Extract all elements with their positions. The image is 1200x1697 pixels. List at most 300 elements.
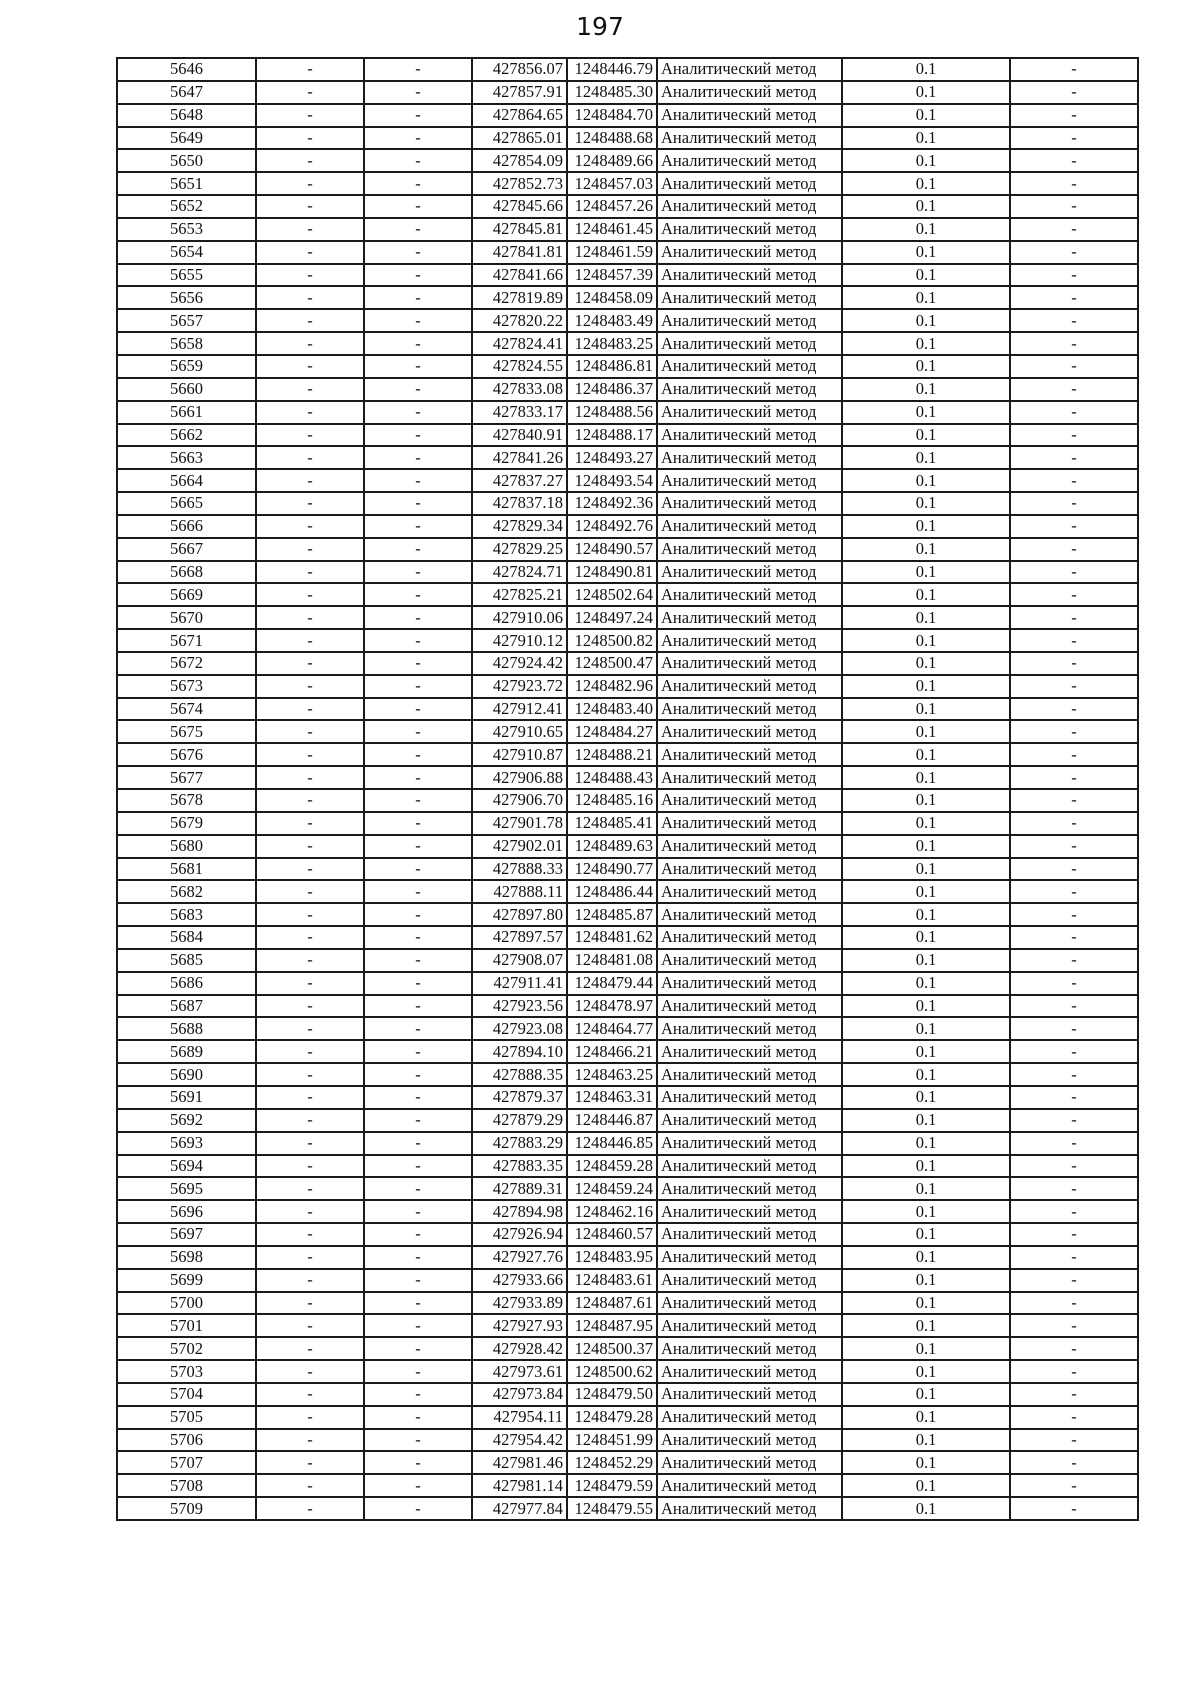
point-number-cell: 5655 (117, 264, 256, 287)
note-cell: - (1010, 469, 1138, 492)
table-row (117, 264, 1138, 287)
table-row (117, 766, 1138, 789)
y-coordinate-cell: 1248500.37 (567, 1337, 657, 1360)
empty-value-cell: - (256, 104, 364, 127)
y-coordinate-cell: 1248500.47 (567, 652, 657, 675)
note-cell: - (1010, 538, 1138, 561)
empty-value-cell: - (256, 652, 364, 675)
x-coordinate-cell: 427906.70 (472, 789, 567, 812)
empty-value-cell: - (364, 675, 472, 698)
y-coordinate-cell: 1248446.87 (567, 1109, 657, 1132)
point-number-cell: 5695 (117, 1177, 256, 1200)
x-coordinate-cell: 427833.17 (472, 401, 567, 424)
table-row (117, 1132, 1138, 1155)
empty-value-cell: - (256, 332, 364, 355)
note-cell: - (1010, 743, 1138, 766)
note-cell: - (1010, 812, 1138, 835)
x-coordinate-cell: 427889.31 (472, 1177, 567, 1200)
y-coordinate-cell: 1248490.57 (567, 538, 657, 561)
accuracy-cell: 0.1 (842, 1155, 1010, 1178)
note-cell: - (1010, 1200, 1138, 1223)
note-cell: - (1010, 1474, 1138, 1497)
point-number-cell: 5692 (117, 1109, 256, 1132)
accuracy-cell: 0.1 (842, 241, 1010, 264)
empty-value-cell: - (256, 446, 364, 469)
table-row (117, 1383, 1138, 1406)
note-cell: - (1010, 1383, 1138, 1406)
table-row (117, 1406, 1138, 1429)
point-number-cell: 5680 (117, 835, 256, 858)
empty-value-cell: - (256, 835, 364, 858)
empty-value-cell: - (364, 515, 472, 538)
point-number-cell: 5689 (117, 1040, 256, 1063)
y-coordinate-cell: 1248479.28 (567, 1406, 657, 1429)
accuracy-cell: 0.1 (842, 1177, 1010, 1200)
table-row (117, 286, 1138, 309)
x-coordinate-cell: 427933.66 (472, 1269, 567, 1292)
empty-value-cell: - (364, 766, 472, 789)
y-coordinate-cell: 1248451.99 (567, 1429, 657, 1452)
x-coordinate-cell: 427923.08 (472, 1017, 567, 1040)
method-cell: Аналитический метод (657, 424, 842, 447)
table-row (117, 469, 1138, 492)
point-number-cell: 5700 (117, 1292, 256, 1315)
note-cell: - (1010, 149, 1138, 172)
coordinates-table (116, 57, 1139, 1521)
note-cell: - (1010, 515, 1138, 538)
note-cell: - (1010, 58, 1138, 81)
empty-value-cell: - (256, 286, 364, 309)
empty-value-cell: - (256, 1177, 364, 1200)
note-cell: - (1010, 675, 1138, 698)
empty-value-cell: - (256, 1040, 364, 1063)
point-number-cell: 5688 (117, 1017, 256, 1040)
note-cell: - (1010, 104, 1138, 127)
point-number-cell: 5668 (117, 561, 256, 584)
x-coordinate-cell: 427879.37 (472, 1086, 567, 1109)
method-cell: Аналитический метод (657, 446, 842, 469)
table-row (117, 492, 1138, 515)
point-number-cell: 5679 (117, 812, 256, 835)
y-coordinate-cell: 1248488.17 (567, 424, 657, 447)
note-cell: - (1010, 1177, 1138, 1200)
method-cell: Аналитический метод (657, 743, 842, 766)
note-cell: - (1010, 401, 1138, 424)
accuracy-cell: 0.1 (842, 1269, 1010, 1292)
accuracy-cell: 0.1 (842, 995, 1010, 1018)
empty-value-cell: - (256, 972, 364, 995)
method-cell: Аналитический метод (657, 789, 842, 812)
x-coordinate-cell: 427954.42 (472, 1429, 567, 1452)
note-cell: - (1010, 378, 1138, 401)
point-number-cell: 5705 (117, 1406, 256, 1429)
table-row (117, 995, 1138, 1018)
point-number-cell: 5706 (117, 1429, 256, 1452)
table-row (117, 1451, 1138, 1474)
empty-value-cell: - (364, 446, 472, 469)
note-cell: - (1010, 1017, 1138, 1040)
x-coordinate-cell: 427824.55 (472, 355, 567, 378)
empty-value-cell: - (364, 880, 472, 903)
y-coordinate-cell: 1248488.68 (567, 127, 657, 150)
y-coordinate-cell: 1248487.95 (567, 1314, 657, 1337)
table-row (117, 127, 1138, 150)
empty-value-cell: - (364, 926, 472, 949)
empty-value-cell: - (256, 127, 364, 150)
y-coordinate-cell: 1248489.63 (567, 835, 657, 858)
accuracy-cell: 0.1 (842, 1474, 1010, 1497)
note-cell: - (1010, 446, 1138, 469)
empty-value-cell: - (256, 1451, 364, 1474)
empty-value-cell: - (256, 1109, 364, 1132)
table-row (117, 972, 1138, 995)
note-cell: - (1010, 880, 1138, 903)
empty-value-cell: - (364, 1497, 472, 1520)
empty-value-cell: - (364, 629, 472, 652)
empty-value-cell: - (364, 81, 472, 104)
table-row (117, 1474, 1138, 1497)
y-coordinate-cell: 1248463.31 (567, 1086, 657, 1109)
y-coordinate-cell: 1248485.87 (567, 903, 657, 926)
table-row (117, 81, 1138, 104)
empty-value-cell: - (364, 720, 472, 743)
method-cell: Аналитический метод (657, 1109, 842, 1132)
empty-value-cell: - (364, 1155, 472, 1178)
note-cell: - (1010, 264, 1138, 287)
point-number-cell: 5696 (117, 1200, 256, 1223)
empty-value-cell: - (256, 1132, 364, 1155)
empty-value-cell: - (256, 766, 364, 789)
empty-value-cell: - (256, 218, 364, 241)
method-cell: Аналитический метод (657, 1360, 842, 1383)
note-cell: - (1010, 995, 1138, 1018)
point-number-cell: 5709 (117, 1497, 256, 1520)
point-number-cell: 5708 (117, 1474, 256, 1497)
y-coordinate-cell: 1248479.55 (567, 1497, 657, 1520)
note-cell: - (1010, 424, 1138, 447)
table-row (117, 1246, 1138, 1269)
method-cell: Аналитический метод (657, 149, 842, 172)
note-cell: - (1010, 241, 1138, 264)
note-cell: - (1010, 1086, 1138, 1109)
x-coordinate-cell: 427894.98 (472, 1200, 567, 1223)
y-coordinate-cell: 1248500.82 (567, 629, 657, 652)
accuracy-cell: 0.1 (842, 286, 1010, 309)
empty-value-cell: - (364, 743, 472, 766)
note-cell: - (1010, 583, 1138, 606)
empty-value-cell: - (256, 858, 364, 881)
x-coordinate-cell: 427977.84 (472, 1497, 567, 1520)
y-coordinate-cell: 1248486.81 (567, 355, 657, 378)
method-cell: Аналитический метод (657, 218, 842, 241)
point-number-cell: 5694 (117, 1155, 256, 1178)
empty-value-cell: - (364, 1223, 472, 1246)
empty-value-cell: - (364, 492, 472, 515)
y-coordinate-cell: 1248478.97 (567, 995, 657, 1018)
point-number-cell: 5662 (117, 424, 256, 447)
note-cell: - (1010, 606, 1138, 629)
accuracy-cell: 0.1 (842, 1200, 1010, 1223)
accuracy-cell: 0.1 (842, 1292, 1010, 1315)
note-cell: - (1010, 629, 1138, 652)
accuracy-cell: 0.1 (842, 583, 1010, 606)
y-coordinate-cell: 1248490.77 (567, 858, 657, 881)
empty-value-cell: - (256, 1063, 364, 1086)
accuracy-cell: 0.1 (842, 766, 1010, 789)
x-coordinate-cell: 427879.29 (472, 1109, 567, 1132)
y-coordinate-cell: 1248459.28 (567, 1155, 657, 1178)
method-cell: Аналитический метод (657, 1155, 842, 1178)
x-coordinate-cell: 427910.87 (472, 743, 567, 766)
x-coordinate-cell: 427852.73 (472, 172, 567, 195)
table-row (117, 652, 1138, 675)
y-coordinate-cell: 1248500.62 (567, 1360, 657, 1383)
method-cell: Аналитический метод (657, 903, 842, 926)
empty-value-cell: - (364, 401, 472, 424)
method-cell: Аналитический метод (657, 1429, 842, 1452)
table-row (117, 743, 1138, 766)
method-cell: Аналитический метод (657, 1451, 842, 1474)
empty-value-cell: - (364, 652, 472, 675)
method-cell: Аналитический метод (657, 949, 842, 972)
table-row (117, 1269, 1138, 1292)
empty-value-cell: - (256, 629, 364, 652)
empty-value-cell: - (256, 903, 364, 926)
point-number-cell: 5665 (117, 492, 256, 515)
x-coordinate-cell: 427897.80 (472, 903, 567, 926)
method-cell: Аналитический метод (657, 1292, 842, 1315)
empty-value-cell: - (256, 1474, 364, 1497)
table-row (117, 1086, 1138, 1109)
accuracy-cell: 0.1 (842, 1383, 1010, 1406)
x-coordinate-cell: 427923.72 (472, 675, 567, 698)
accuracy-cell: 0.1 (842, 675, 1010, 698)
empty-value-cell: - (256, 789, 364, 812)
accuracy-cell: 0.1 (842, 629, 1010, 652)
table-row (117, 561, 1138, 584)
accuracy-cell: 0.1 (842, 1223, 1010, 1246)
method-cell: Аналитический метод (657, 401, 842, 424)
empty-value-cell: - (256, 949, 364, 972)
point-number-cell: 5649 (117, 127, 256, 150)
y-coordinate-cell: 1248446.85 (567, 1132, 657, 1155)
empty-value-cell: - (364, 1383, 472, 1406)
empty-value-cell: - (364, 972, 472, 995)
note-cell: - (1010, 1406, 1138, 1429)
table-row (117, 1063, 1138, 1086)
note-cell: - (1010, 903, 1138, 926)
table-row (117, 104, 1138, 127)
empty-value-cell: - (256, 1246, 364, 1269)
empty-value-cell: - (364, 1314, 472, 1337)
method-cell: Аналитический метод (657, 1086, 842, 1109)
method-cell: Аналитический метод (657, 469, 842, 492)
empty-value-cell: - (364, 58, 472, 81)
accuracy-cell: 0.1 (842, 378, 1010, 401)
empty-value-cell: - (256, 812, 364, 835)
y-coordinate-cell: 1248502.64 (567, 583, 657, 606)
empty-value-cell: - (256, 561, 364, 584)
point-number-cell: 5699 (117, 1269, 256, 1292)
empty-value-cell: - (364, 355, 472, 378)
method-cell: Аналитический метод (657, 720, 842, 743)
method-cell: Аналитический метод (657, 1132, 842, 1155)
table-row (117, 424, 1138, 447)
y-coordinate-cell: 1248488.56 (567, 401, 657, 424)
empty-value-cell: - (256, 1429, 364, 1452)
accuracy-cell: 0.1 (842, 446, 1010, 469)
y-coordinate-cell: 1248483.95 (567, 1246, 657, 1269)
accuracy-cell: 0.1 (842, 424, 1010, 447)
point-number-cell: 5667 (117, 538, 256, 561)
method-cell: Аналитический метод (657, 629, 842, 652)
empty-value-cell: - (256, 675, 364, 698)
empty-value-cell: - (364, 104, 472, 127)
x-coordinate-cell: 427829.25 (472, 538, 567, 561)
empty-value-cell: - (256, 926, 364, 949)
table-row (117, 880, 1138, 903)
x-coordinate-cell: 427883.35 (472, 1155, 567, 1178)
method-cell: Аналитический метод (657, 652, 842, 675)
y-coordinate-cell: 1248461.45 (567, 218, 657, 241)
empty-value-cell: - (256, 1200, 364, 1223)
method-cell: Аналитический метод (657, 195, 842, 218)
empty-value-cell: - (364, 1474, 472, 1497)
y-coordinate-cell: 1248485.16 (567, 789, 657, 812)
empty-value-cell: - (256, 1383, 364, 1406)
accuracy-cell: 0.1 (842, 515, 1010, 538)
empty-value-cell: - (256, 583, 364, 606)
method-cell: Аналитический метод (657, 378, 842, 401)
point-number-cell: 5676 (117, 743, 256, 766)
accuracy-cell: 0.1 (842, 1063, 1010, 1086)
accuracy-cell: 0.1 (842, 720, 1010, 743)
y-coordinate-cell: 1248457.03 (567, 172, 657, 195)
note-cell: - (1010, 1451, 1138, 1474)
note-cell: - (1010, 127, 1138, 150)
table-row (117, 1200, 1138, 1223)
empty-value-cell: - (256, 1155, 364, 1178)
y-coordinate-cell: 1248479.44 (567, 972, 657, 995)
x-coordinate-cell: 427820.22 (472, 309, 567, 332)
method-cell: Аналитический метод (657, 309, 842, 332)
empty-value-cell: - (364, 812, 472, 835)
x-coordinate-cell: 427829.34 (472, 515, 567, 538)
note-cell: - (1010, 172, 1138, 195)
table-row (117, 606, 1138, 629)
empty-value-cell: - (364, 583, 472, 606)
point-number-cell: 5672 (117, 652, 256, 675)
method-cell: Аналитический метод (657, 858, 842, 881)
empty-value-cell: - (256, 469, 364, 492)
y-coordinate-cell: 1248483.49 (567, 309, 657, 332)
y-coordinate-cell: 1248488.43 (567, 766, 657, 789)
method-cell: Аналитический метод (657, 1497, 842, 1520)
empty-value-cell: - (364, 698, 472, 721)
point-number-cell: 5646 (117, 58, 256, 81)
accuracy-cell: 0.1 (842, 1314, 1010, 1337)
accuracy-cell: 0.1 (842, 1246, 1010, 1269)
accuracy-cell: 0.1 (842, 972, 1010, 995)
note-cell: - (1010, 835, 1138, 858)
point-number-cell: 5697 (117, 1223, 256, 1246)
note-cell: - (1010, 1109, 1138, 1132)
table-row (117, 1040, 1138, 1063)
empty-value-cell: - (256, 1223, 364, 1246)
page-number: 197 (576, 12, 624, 41)
point-number-cell: 5648 (117, 104, 256, 127)
x-coordinate-cell: 427981.46 (472, 1451, 567, 1474)
accuracy-cell: 0.1 (842, 926, 1010, 949)
y-coordinate-cell: 1248458.09 (567, 286, 657, 309)
method-cell: Аналитический метод (657, 332, 842, 355)
method-cell: Аналитический метод (657, 1246, 842, 1269)
empty-value-cell: - (256, 149, 364, 172)
method-cell: Аналитический метод (657, 1406, 842, 1429)
method-cell: Аналитический метод (657, 58, 842, 81)
note-cell: - (1010, 1246, 1138, 1269)
empty-value-cell: - (364, 789, 472, 812)
accuracy-cell: 0.1 (842, 835, 1010, 858)
table-row (117, 538, 1138, 561)
point-number-cell: 5691 (117, 1086, 256, 1109)
empty-value-cell: - (256, 995, 364, 1018)
point-number-cell: 5675 (117, 720, 256, 743)
table-row (117, 835, 1138, 858)
x-coordinate-cell: 427824.71 (472, 561, 567, 584)
empty-value-cell: - (364, 1269, 472, 1292)
y-coordinate-cell: 1248481.62 (567, 926, 657, 949)
accuracy-cell: 0.1 (842, 332, 1010, 355)
point-number-cell: 5661 (117, 401, 256, 424)
method-cell: Аналитический метод (657, 1063, 842, 1086)
point-number-cell: 5703 (117, 1360, 256, 1383)
method-cell: Аналитический метод (657, 880, 842, 903)
accuracy-cell: 0.1 (842, 127, 1010, 150)
method-cell: Аналитический метод (657, 127, 842, 150)
point-number-cell: 5677 (117, 766, 256, 789)
note-cell: - (1010, 720, 1138, 743)
table-row (117, 241, 1138, 264)
empty-value-cell: - (364, 1109, 472, 1132)
empty-value-cell: - (364, 1177, 472, 1200)
empty-value-cell: - (256, 1292, 364, 1315)
empty-value-cell: - (364, 195, 472, 218)
empty-value-cell: - (364, 1086, 472, 1109)
y-coordinate-cell: 1248493.54 (567, 469, 657, 492)
y-coordinate-cell: 1248464.77 (567, 1017, 657, 1040)
empty-value-cell: - (256, 538, 364, 561)
method-cell: Аналитический метод (657, 1337, 842, 1360)
accuracy-cell: 0.1 (842, 1360, 1010, 1383)
x-coordinate-cell: 427833.08 (472, 378, 567, 401)
table-row (117, 789, 1138, 812)
note-cell: - (1010, 332, 1138, 355)
empty-value-cell: - (364, 561, 472, 584)
method-cell: Аналитический метод (657, 1177, 842, 1200)
method-cell: Аналитический метод (657, 241, 842, 264)
note-cell: - (1010, 1063, 1138, 1086)
accuracy-cell: 0.1 (842, 1109, 1010, 1132)
point-number-cell: 5674 (117, 698, 256, 721)
accuracy-cell: 0.1 (842, 1429, 1010, 1452)
empty-value-cell: - (256, 606, 364, 629)
empty-value-cell: - (256, 309, 364, 332)
x-coordinate-cell: 427888.33 (472, 858, 567, 881)
table-row (117, 309, 1138, 332)
y-coordinate-cell: 1248497.24 (567, 606, 657, 629)
x-coordinate-cell: 427902.01 (472, 835, 567, 858)
